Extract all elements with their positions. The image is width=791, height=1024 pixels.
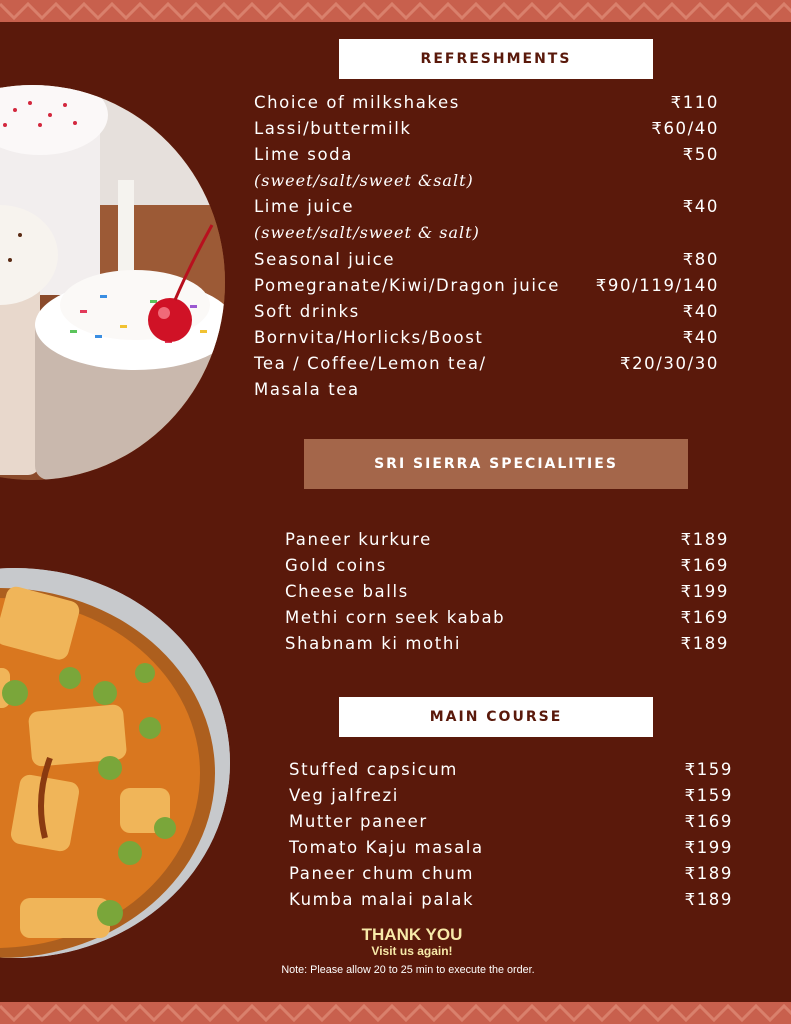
item-name: Shabnam ki mothi	[285, 634, 462, 654]
specialities-heading: SRI SIERRA SPECIALITIES	[304, 439, 688, 489]
item-name: Tomato Kaju masala	[289, 838, 484, 858]
menu-item	[289, 861, 733, 887]
item-name: Stuffed capsicum	[289, 760, 458, 779]
item-price: ₹60/40	[651, 119, 719, 139]
item-name: Pomegranate/Kiwi/Dragon juice	[254, 275, 560, 295]
zigzag-pattern	[0, 1002, 791, 1024]
item-price: ₹189	[680, 634, 729, 654]
order-note: Note: Please allow 20 to 25 min to execute the order.	[281, 964, 535, 976]
paneer-curry-photo	[0, 568, 230, 958]
item-price: ₹90/119/140	[595, 275, 719, 295]
menu-item	[254, 351, 719, 377]
item-note: (sweet/salt/sweet & salt)	[254, 223, 480, 243]
item-price: ₹40	[682, 197, 719, 217]
menu-item	[289, 809, 733, 835]
specialities-list	[285, 527, 729, 657]
item-name: Choice of milkshakes	[254, 93, 460, 112]
item-price: ₹169	[680, 556, 729, 576]
item-note: (sweet/salt/sweet &salt)	[254, 171, 474, 191]
menu-item	[285, 579, 729, 605]
item-price: ₹169	[684, 812, 733, 832]
zigzag-pattern	[0, 0, 791, 22]
item-name: Paneer chum chum	[289, 864, 475, 884]
item-name: Lime juice	[254, 197, 355, 217]
menu-item	[254, 299, 719, 325]
thank-you-text: THANK YOU	[361, 925, 463, 944]
menu-item	[254, 247, 719, 273]
item-price: ₹189	[684, 864, 733, 884]
refreshments-heading: REFRESHMENTS	[339, 39, 653, 79]
main-course-list	[289, 757, 733, 914]
item-name: Methi corn seek kabab	[285, 608, 506, 628]
menu-item	[289, 757, 733, 783]
item-price: ₹169	[680, 608, 729, 628]
menu-item	[285, 527, 729, 553]
menu-item	[289, 887, 733, 913]
menu-item	[254, 90, 719, 116]
main-course-heading: MAIN COURSE	[339, 697, 653, 737]
item-name: Cheese balls	[285, 582, 409, 602]
menu-item	[254, 116, 719, 142]
top-pattern-band	[0, 0, 791, 22]
menu-item	[289, 835, 733, 861]
item-name: Veg jalfrezi	[289, 786, 399, 806]
item-price: ₹80	[682, 249, 719, 269]
item-price: ₹159	[684, 760, 733, 779]
item-price: ₹189	[680, 530, 729, 549]
item-name: Masala tea	[254, 380, 360, 400]
item-price: ₹40	[682, 327, 719, 347]
item-price: ₹50	[682, 145, 719, 165]
item-name: Bornvita/Horlicks/Boost	[254, 327, 484, 347]
item-name: Lime soda	[254, 145, 353, 165]
menu-item	[254, 142, 719, 168]
item-name: Gold coins	[285, 556, 387, 576]
item-name: Mutter paneer	[289, 812, 428, 832]
refreshments-list	[254, 90, 719, 403]
menu-item	[289, 783, 733, 809]
menu-item	[254, 377, 719, 403]
bottom-pattern-band	[0, 1002, 791, 1024]
menu-item	[285, 631, 729, 657]
item-name: Paneer kurkure	[285, 530, 432, 549]
menu-item	[254, 273, 719, 299]
item-price: ₹110	[670, 93, 719, 112]
menu-item	[254, 325, 719, 351]
visit-again-text: Visit us again!	[371, 944, 453, 958]
item-name: Kumba malai palak	[289, 890, 475, 910]
item-name: Seasonal juice	[254, 249, 396, 269]
item-name: Lassi/buttermilk	[254, 119, 412, 139]
milkshake-photo	[0, 85, 225, 480]
menu-item	[285, 553, 729, 579]
item-price: ₹159	[684, 786, 733, 806]
menu-item	[254, 194, 719, 220]
item-name: Soft drinks	[254, 301, 360, 321]
menu-item	[285, 605, 729, 631]
item-name: Tea / Coffee/Lemon tea/	[254, 353, 487, 373]
item-price: ₹199	[680, 582, 729, 602]
menu-item-note	[254, 220, 719, 246]
item-price: ₹189	[684, 890, 733, 910]
item-price: ₹40	[682, 301, 719, 321]
item-price: ₹20/30/30	[619, 353, 719, 373]
item-price: ₹199	[684, 838, 733, 858]
menu-item-note	[254, 168, 719, 194]
